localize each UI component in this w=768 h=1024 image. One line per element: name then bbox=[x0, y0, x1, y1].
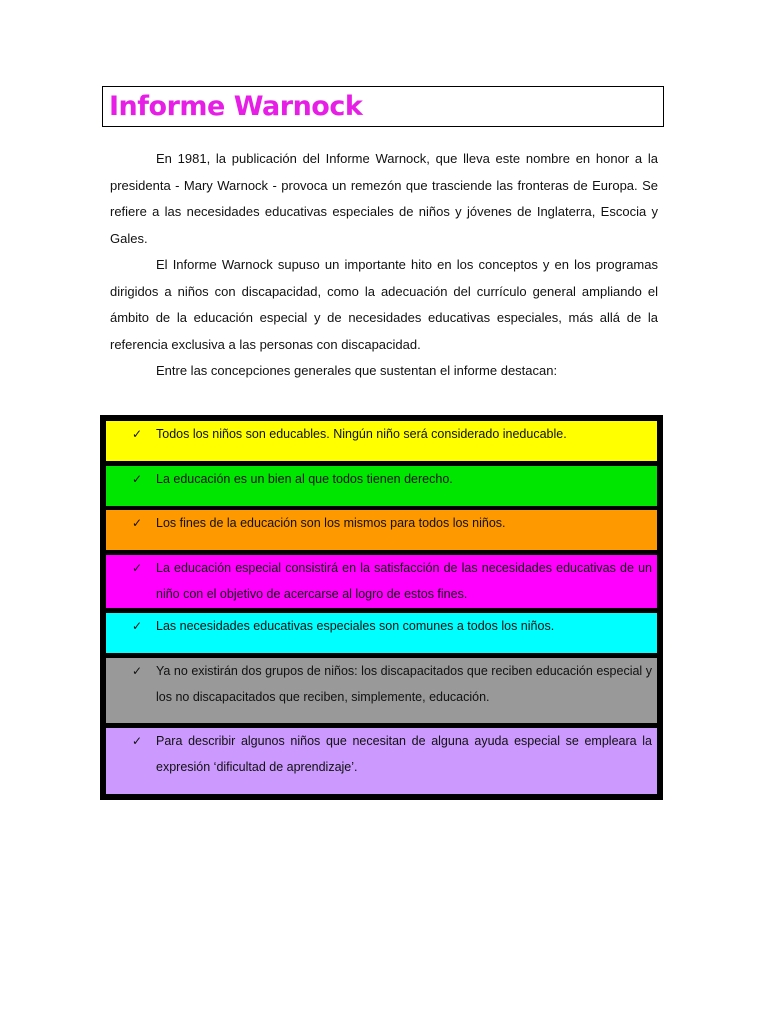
list-item bbox=[106, 613, 657, 653]
list-item bbox=[106, 421, 657, 461]
title-box bbox=[102, 86, 664, 127]
list-item bbox=[106, 658, 657, 723]
list-item-text: Ya no existirán dos grupos de niños: los discapacitados que reciben educación especial y los no discapacitados que reciben, simplemente, educación. bbox=[156, 664, 652, 704]
check-mark-icon: ✓ bbox=[132, 516, 143, 530]
check-mark-icon: ✓ bbox=[132, 664, 143, 678]
list-item-text: La educación es un bien al que todos tienen derecho. bbox=[156, 472, 453, 486]
list-item bbox=[106, 466, 657, 506]
paragraph-lead: Entre las concepciones generales que sustentan el informe destacan: bbox=[156, 363, 558, 378]
list-item bbox=[106, 555, 657, 608]
list-item bbox=[106, 510, 657, 550]
check-mark-icon: ✓ bbox=[132, 619, 143, 633]
check-mark-icon: ✓ bbox=[132, 472, 143, 486]
list-item-text: La educación especial consistirá en la satisfacción de las necesidades educativas de un niño con el objetivo de acercarse al logro de estos fines. bbox=[156, 561, 652, 601]
paragraph-hito: El Informe Warnock supuso un importante hito en los conceptos y en los programas dirigidos a niños con discapacidad, como la adecuación del currículo general ampliando el ámbito de la educación especial y de necesidades educativas especiales, más allá de la referencia exclusiva a las personas con discapacidad. bbox=[110, 257, 658, 352]
page-title: Informe Warnock bbox=[109, 91, 363, 122]
list-item bbox=[106, 728, 657, 794]
check-mark-icon: ✓ bbox=[132, 734, 143, 748]
paragraph-intro: En 1981, la publicación del Informe Warnock, que lleva este nombre en honor a la presidenta - Mary Warnock - provoca un remezón que trasciende las fronteras de Europa. Se refiere a las necesidades educativas especiales de niños y jóvenes de Inglaterra, Escocia y Gales. bbox=[110, 151, 658, 246]
check-mark-icon: ✓ bbox=[132, 561, 143, 575]
list-item-text: Las necesidades educativas especiales son comunes a todos los niños. bbox=[156, 619, 555, 633]
body-text bbox=[110, 146, 658, 385]
list-item-text: Los fines de la educación son los mismos para todos los niños. bbox=[156, 516, 506, 530]
concepts-list bbox=[100, 415, 663, 800]
check-mark-icon: ✓ bbox=[132, 427, 143, 441]
list-item-text: Todos los niños son educables. Ningún niño será considerado ineducable. bbox=[156, 427, 567, 441]
list-item-text: Para describir algunos niños que necesitan de alguna ayuda especial se empleara la expresión ‘dificultad de aprendizaje’. bbox=[156, 734, 652, 774]
